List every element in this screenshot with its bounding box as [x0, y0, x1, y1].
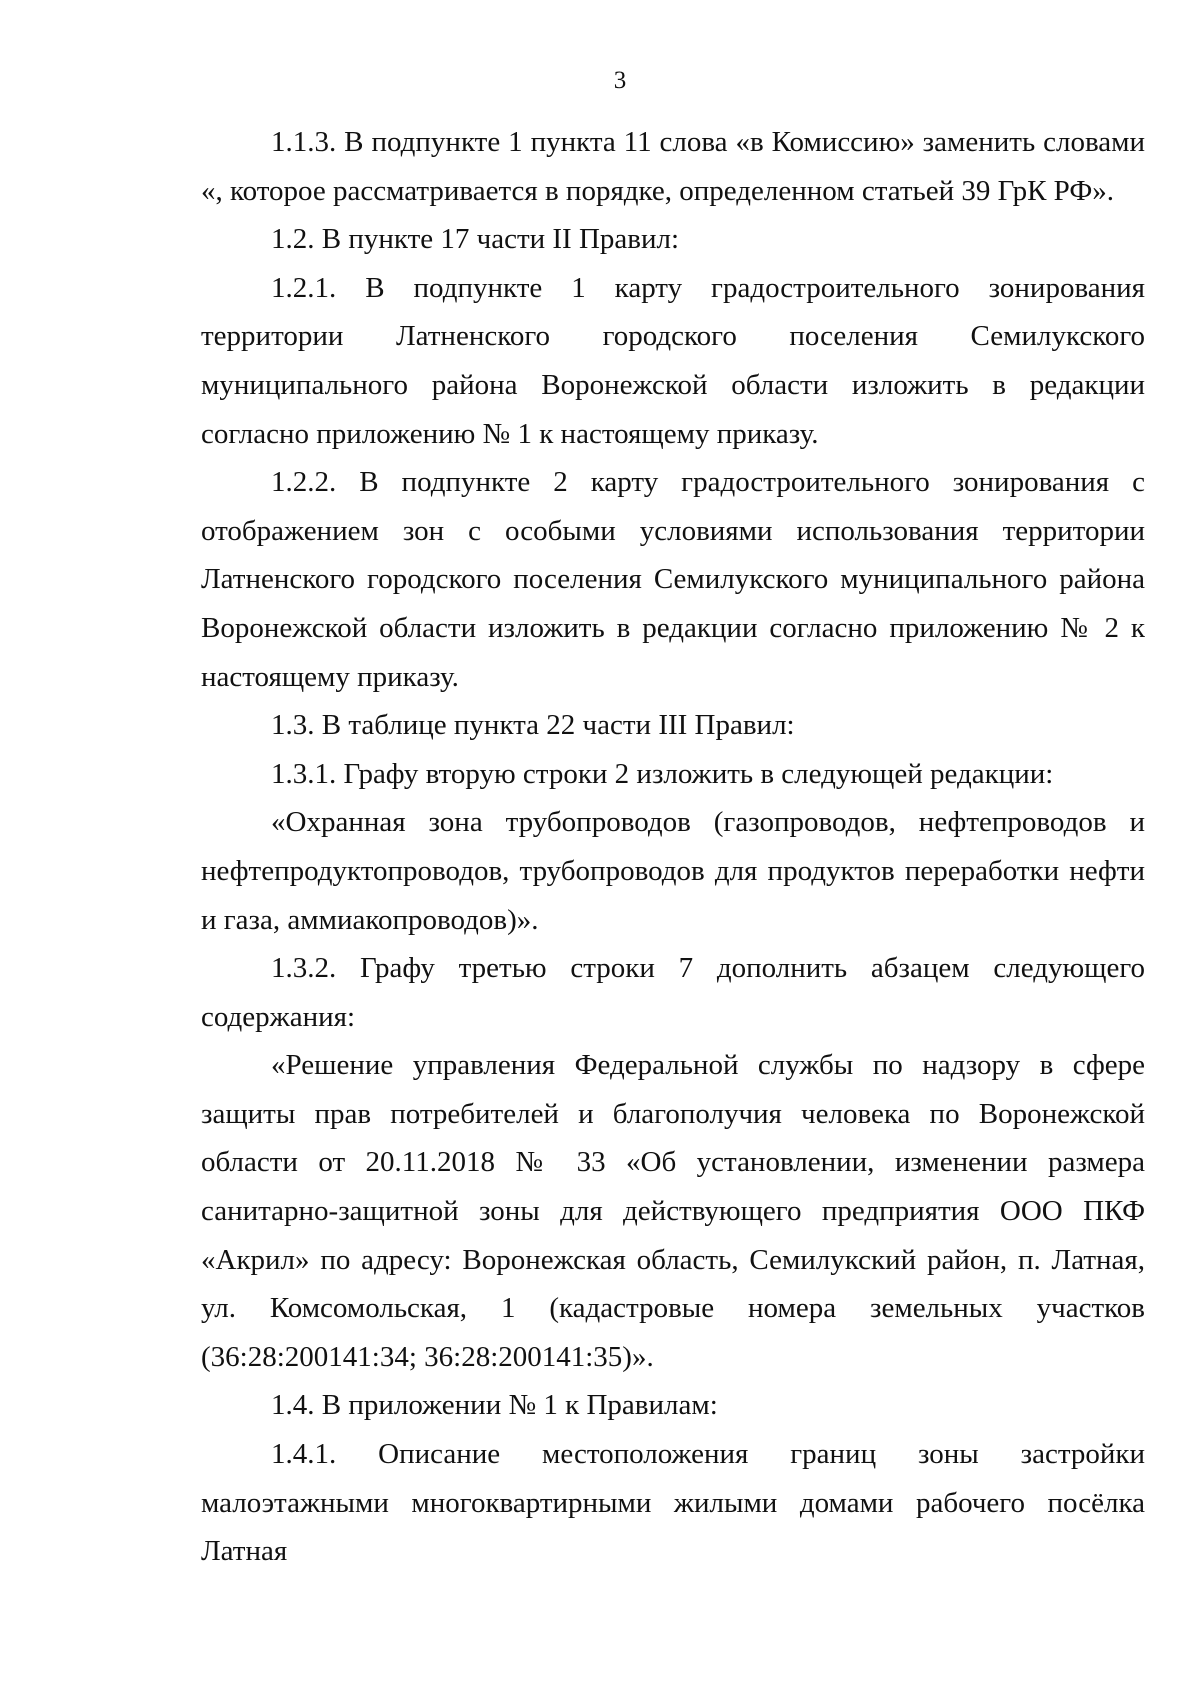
document-body [201, 118, 1145, 1576]
paragraph-quote-pipeline-zone: «Охранная зона трубопроводов (газопроводов, нефтепроводов и нефтепродуктопроводов, трубопроводов для продуктов переработки нефти и газа, аммиакопроводов)». [201, 806, 1145, 936]
paragraph-1-3-1: 1.3.1. Графу вторую строки 2 изложить в следующей редакции: [271, 757, 1054, 790]
paragraph-1-2-1: 1.2.1. В подпункте 1 карту градостроительного зонирования территории Латненского городского поселения Семилукского муниципального района Воронежской области изложить в редакции согласно приложению № 1 к настоящему приказу. [201, 271, 1145, 450]
paragraph-1-3: 1.3. В таблице пункта 22 части III Правил: [271, 709, 795, 742]
paragraph-1-2: 1.2. В пункте 17 части II Правил: [271, 223, 680, 256]
paragraph-1-4-1: 1.4.1. Описание местоположения границ зоны застройки малоэтажными многоквартирными жилыми домами рабочего посёлка Латная [201, 1438, 1145, 1568]
paragraph-1-2-2: 1.2.2. В подпункте 2 карту градостроительного зонирования с отображением зон с особыми условиями использования территории Латненского городского поселения Семилукского муниципального района Воронежской области изложить в редакции согласно приложению № 2 к настоящему приказу. [201, 466, 1145, 693]
paragraph-1-3-2: 1.3.2. Графу третью строки 7 дополнить абзацем следующего содержания: [201, 952, 1145, 1033]
page-number: 3 [613, 67, 627, 94]
paragraph-1-4: 1.4. В приложении № 1 к Правилам: [271, 1389, 718, 1422]
paragraph-1-1-3: 1.1.3. В подпункте 1 пункта 11 слова «в Комиссию» заменить словами «, которое рассматривается в порядке, определенном статьей 39 ГрК РФ». [201, 126, 1145, 207]
paragraph-quote-decision: «Решение управления Федеральной службы по надзору в сфере защиты прав потребителей и благополучия человека по Воронежской области от 20.11.2018 № 33 «Об установлении, изменении размера санитарно-защитной зоны для действующего предприятия ООО ПКФ «Акрил» по адресу: Воронежская область, Семилукский район, п. Латная, ул. Комсомольская, 1 (кадастровые номера земельных участков (36:28:200141:34; 36:28:200141:35)». [201, 1049, 1145, 1373]
